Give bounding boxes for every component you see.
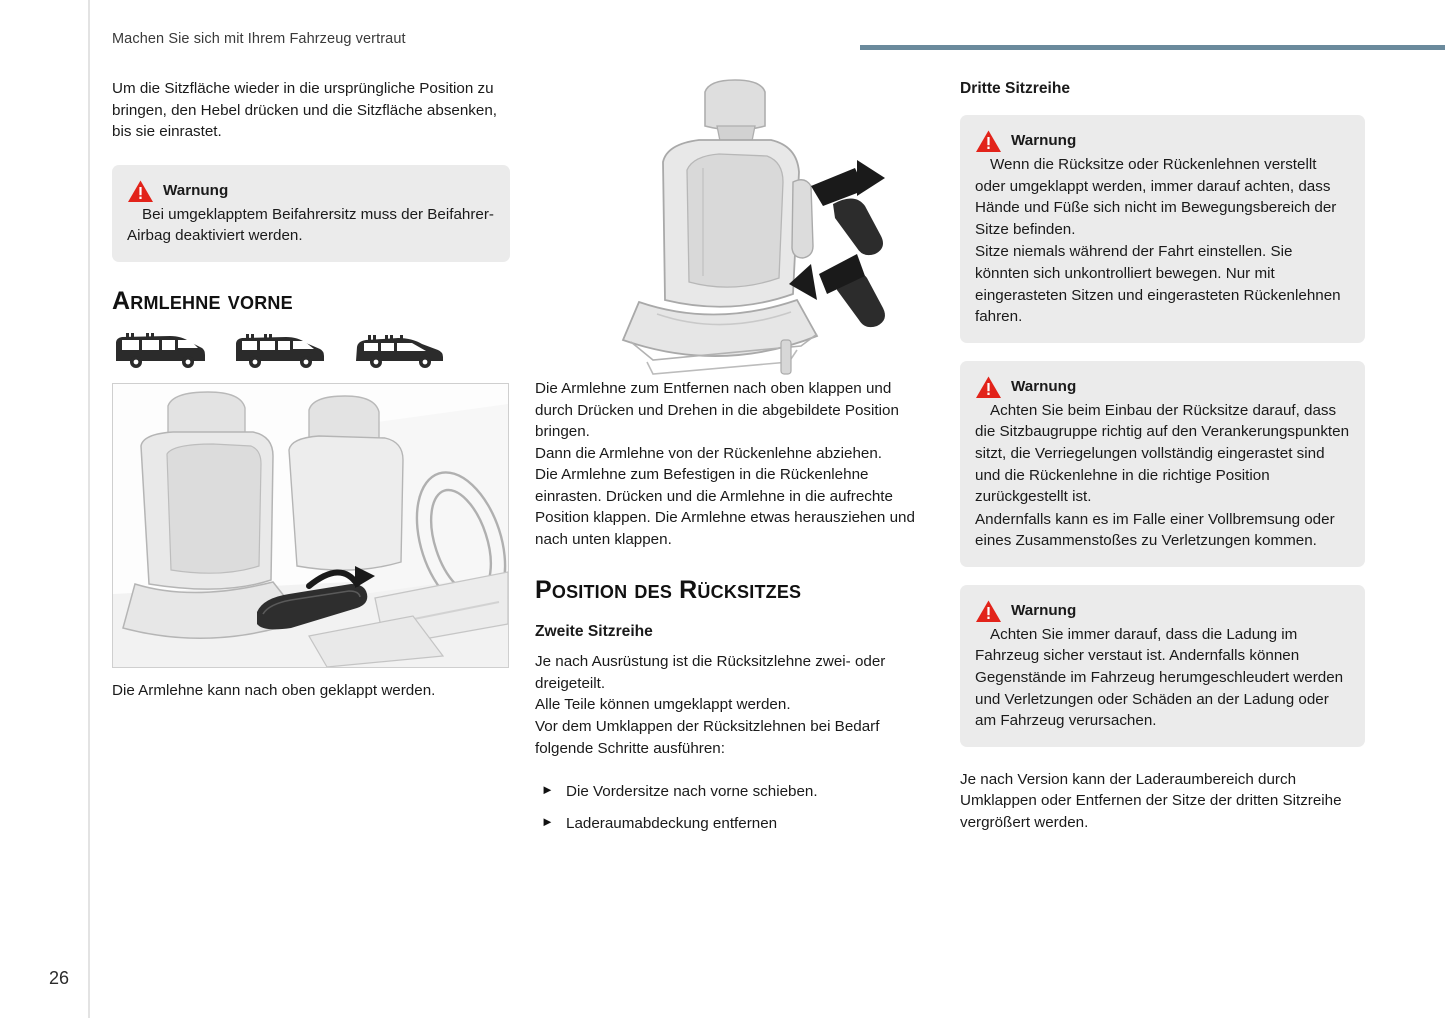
warning-box-seat-adjust [960,115,1365,343]
right-column [960,78,1365,833]
warning-text [127,204,495,247]
compact-van-icon [352,331,448,369]
warning-triangle-icon [127,179,154,203]
middle-column [535,78,933,844]
warning-text-content: Wenn die Rücksitze oder Rückenlehnen verstellt oder umgeklappt werden, immer darauf achten, dass Hände und Füße sich nicht im Bewegungsbereich der Sitze befinden. [975,156,1337,238]
warning-text-content: Bei umgeklapptem Beifahrersitz muss der Beifahrer-Airbag deaktiviert werden. [127,205,494,245]
warning-text-secondary: Andernfalls kann es im Falle einer Vollbremsung oder eines Zusammenstoßes zu Verletzungen kommen. [975,510,1335,550]
paragraph-armrest-pull: Dann die Armlehne von der Rückenlehne abziehen. [535,444,883,462]
warning-title: Warnung [1011,601,1077,619]
warning-text [975,624,1350,732]
warning-triangle-icon [975,375,1002,399]
paragraph-before-folding: Vor dem Umklappen der Rücksitzlehnen bei Bedarf folgende Schritte ausführen: [535,718,880,757]
van-icon [112,331,208,369]
list-item-label: Laderaumabdeckung entfernen [566,814,778,832]
steps-list [535,781,933,834]
warning-text [975,400,1350,508]
section-title-rear-seat-position: Position des Rücksitzes [535,575,802,604]
subtitle-second-row: Zweite Sitzreihe [535,623,653,641]
paragraph-armrest-attach: Die Armlehne zum Befestigen in die Rückenlehne einrasten. Drücken und die Armlehne in die aufrechte Position klappen. Die Armlehne etwas herausziehen und nach unten klappen. [535,466,915,549]
warning-triangle-icon [975,599,1002,623]
warning-title: Warnung [1011,132,1077,150]
chapter-header: Machen Sie sich mit Ihrem Fahrzeug vertraut [112,31,406,47]
paragraph-parts-foldable: Alle Teile können umgeklappt werden. [535,696,791,714]
section-title-armrest: Armlehne vorne [112,286,293,315]
warning-title: Warnung [163,181,229,199]
list-item-label: Die Vordersitze nach vorne schieben. [566,783,818,801]
warning-text [975,154,1350,240]
vehicle-variant-icons [112,331,510,369]
left-column [112,78,510,717]
warning-triangle-icon [975,129,1002,153]
seat-armrest-removal-illustration [535,78,933,378]
list-item [535,813,933,835]
warning-text-secondary: Sitze niemals während der Fahrt einstellen. Sie könnten sich unkontrolliert bewegen. Nur mit eingerasteten Sitzen und eingerasteten Rückenlehnen fahren. [975,243,1341,326]
figure-caption-armrest: Die Armlehne kann nach oben geklappt werden. [112,682,436,700]
warning-box-seat-install [960,361,1365,567]
arrow-right-icon: ► [541,813,554,829]
minibus-icon [232,331,328,369]
warning-box-load-security [960,585,1365,747]
warning-text-content: Achten Sie beim Einbau der Rücksitze darauf, dass die Sitzbaugruppe richtig auf den Verankerungspunkten sitzt, die Verriegelungen vollständig eingerastet sind und die Rückenlehne in die richtige Position zurückgestellt ist. [975,401,1350,506]
warning-text-content: Achten Sie immer darauf, dass die Ladung im Fahrzeug sicher verstaut ist. Andernfalls können Gegenstände im Fahrzeug herumgeschleudert werden und Verletzungen oder Schäden an der Ladung oder am Fahrzeug verursachen. [975,625,1344,730]
paragraph-armrest-remove: Die Armlehne zum Entfernen nach oben klappen und durch Drücken und Drehen in die abgebildete Position bringen. [535,380,899,441]
arrow-right-icon: ► [541,782,554,798]
intro-paragraph: Um die Sitzfläche wieder in die ursprüngliche Position zu bringen, den Hebel drücken und die Sitzfläche absenken, bis sie einrastet. [112,80,498,141]
page-number: 26 [49,968,70,988]
subtitle-third-row: Dritte Sitzreihe [960,80,1071,97]
paragraph-cargo-area: Je nach Version kann der Laderaumbereich durch Umklappen oder Entfernen der Sitze der dritten Sitzreihe vergrößert werden. [960,770,1342,831]
warning-title: Warnung [1011,377,1077,395]
header-rule [860,45,1445,50]
list-item [535,781,933,803]
page-left-rule [88,0,90,1018]
warning-box-airbag [112,165,510,262]
front-armrest-illustration [112,383,509,668]
paragraph-seatback-split: Je nach Ausrüstung ist die Rücksitzlehne zwei- oder dreigeteilt. [535,653,886,692]
